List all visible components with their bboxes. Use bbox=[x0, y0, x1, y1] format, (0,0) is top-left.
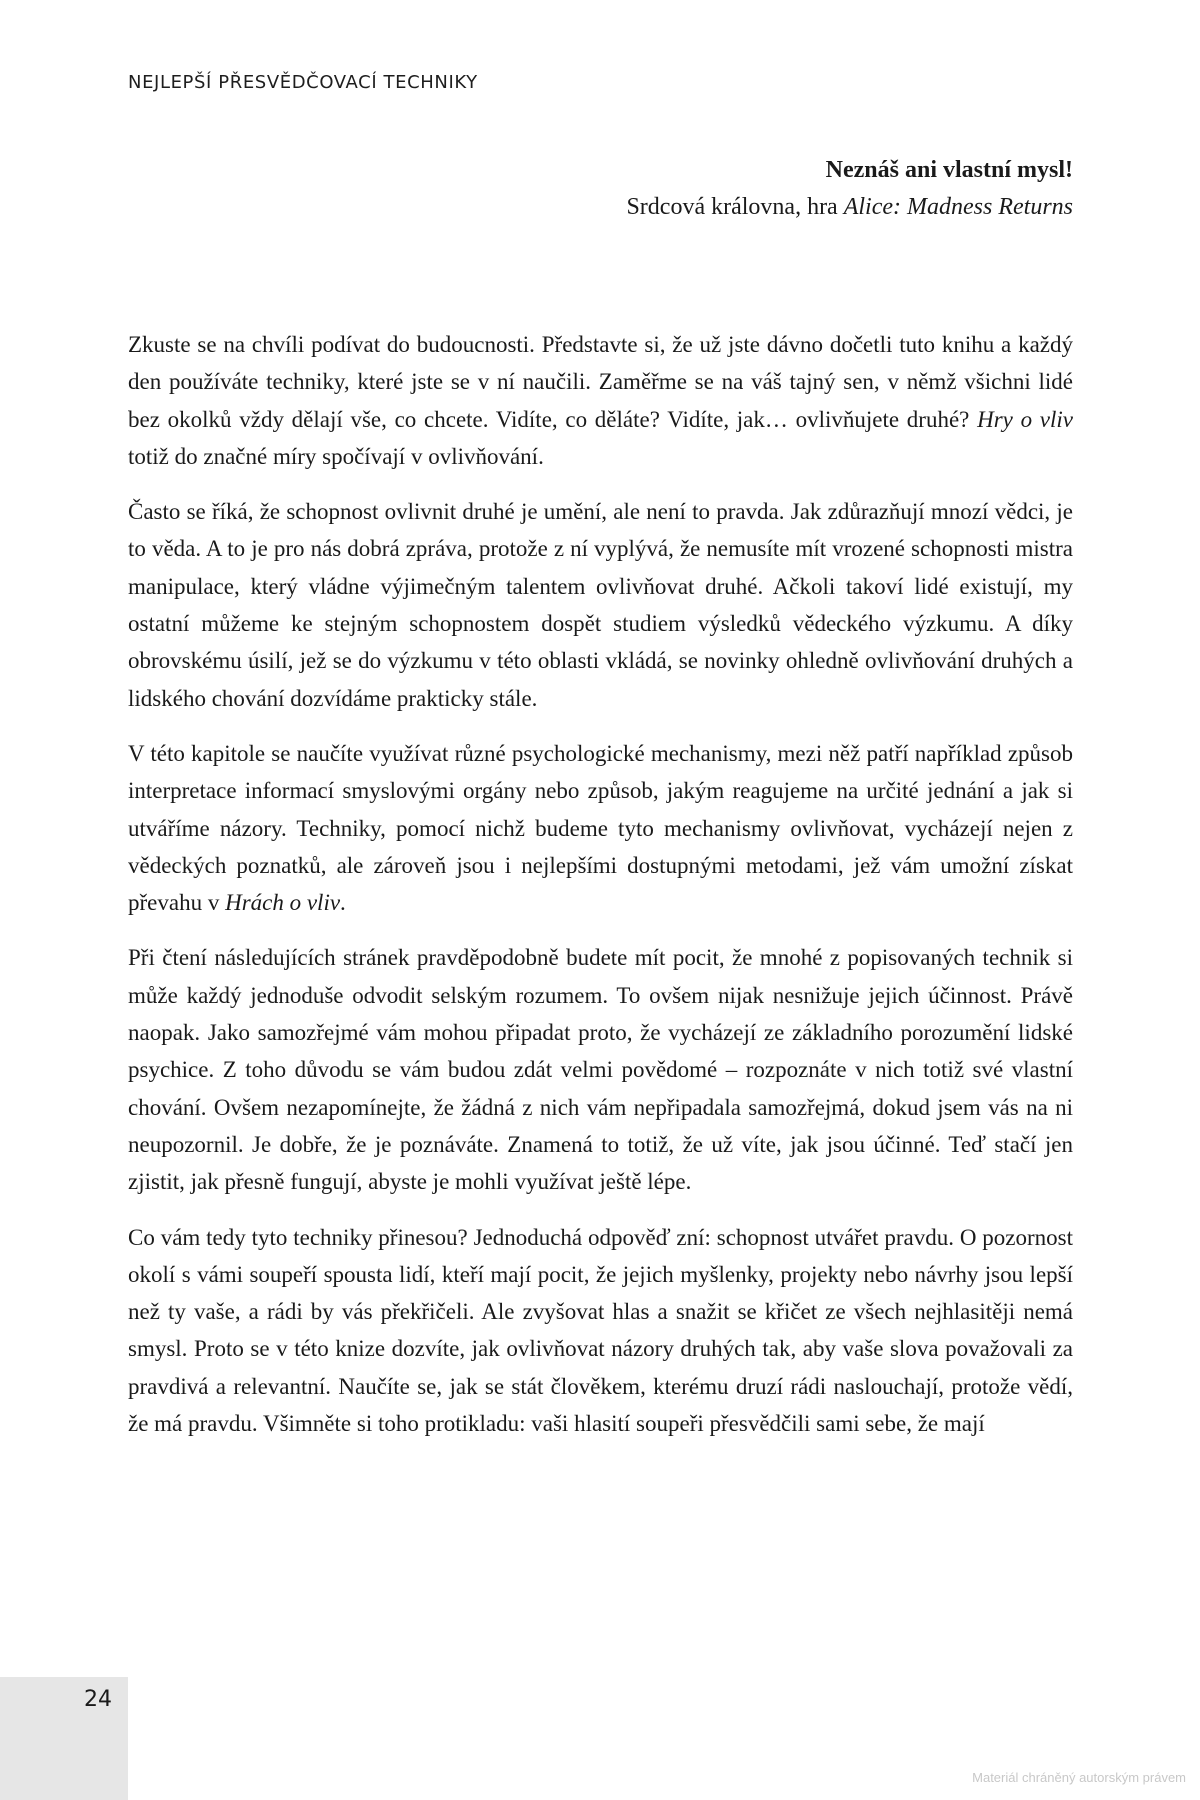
paragraph bbox=[128, 326, 1073, 475]
text-run: Při čtení následujících stránek pravděpodobně budete mít pocit, že mnohé z popisovaných technik si může každý jednoduše odvodit selským rozumem. To ovšem nijak nesnižuje jejich účinnost. Právě naopak. Jako samozřejmé vám mohou připadat proto, že vycházejí ze základního porozumění lidské psychice. Z toho důvodu se vám budou zdát velmi povědomé – rozpoznáte v nich totiž své vlastní chování. Ovšem nezapomínejte, že žádná z nich vám nepřipadala samozřejmá, dokud jsem vás na ni neupozornil. Je dobře, že je poznáváte. Znamená to totiž, že už víte, jak jsou účinné. Teď stačí jen zjistit, jak přesně fungují, abyste je mohli využívat ještě lépe. bbox=[128, 945, 1073, 1195]
epigraph bbox=[626, 152, 1073, 226]
text-run: V této kapitole se naučíte využívat různé psychologické mechanismy, mezi něž patří například způsob interpretace informací smyslovými orgány nebo způsob, jakým reagujeme na určité jednání a jak si utváříme názory. Techniky, pomocí nichž budeme tyto mechanismy ovlivňovat, vycházejí nejen z vědeckých poznatků, ale zároveň jsou i nejlepšími dostupnými metodami, jež vám umožní získat převahu v bbox=[128, 740, 1073, 916]
running-header: NEJLEPŠÍ PŘESVĚDČOVACÍ TECHNIKY bbox=[128, 72, 478, 93]
text-run: Zkuste se na chvíli podívat do budoucnosti. Představte si, že už jste dávno dočetli tuto knihu a každý den používáte techniky, které jste se v ní naučili. Zaměřme se na váš tajný sen, v němž všichni lidé bez okolků vždy dělají vše, co chcete. Vidíte, co děláte? Vidíte, jak… ovlivňujete druhé? bbox=[128, 332, 1073, 432]
text-run: . bbox=[340, 890, 346, 916]
body-text bbox=[128, 326, 1073, 1460]
epigraph-attribution bbox=[626, 189, 1073, 226]
page-number: 24 bbox=[84, 1687, 112, 1712]
paragraph bbox=[128, 735, 1073, 921]
epigraph-quote: Neznáš ani vlastní mysl! bbox=[825, 157, 1073, 183]
attribution-title: Alice: Madness Returns bbox=[843, 194, 1073, 220]
text-run: Co vám tedy tyto techniky přinesou? Jednoduchá odpověď zní: schopnost utvářet pravdu. O pozornost okolí s vámi soupeří spousta lidí, kteří mají pocit, že jejich myšlenky, projekty nebo návrhy jsou lepší než ty vaše, a rádi by vás překřičeli. Ale zvyšovat hlas a snažit se křičet ze všech nejhlasitěji nemá smysl. Proto se v této knize dozvíte, jak ovlivňovat názory druhých tak, aby vaše slova považovali za pravdivá a relevantní. Naučíte se, jak se stát člověkem, kterému druzí rádi naslouchají, protože vědí, že má pravdu. Všimněte si toho protikladu: vaši hlasití soupeři přesvědčili sami sebe, že mají bbox=[128, 1224, 1073, 1437]
italic-book-title: Hrách o vliv bbox=[225, 890, 341, 916]
copyright-watermark: Materiál chráněný autorským právem bbox=[972, 1770, 1186, 1785]
page-number-block bbox=[0, 1677, 128, 1800]
text-run: Často se říká, že schopnost ovlivnit druhé je umění, ale není to pravda. Jak zdůrazňují mnozí vědci, je to věda. A to je pro nás dobrá zpráva, protože z ní vyplývá, že nemusíte mít vrozené schopnosti mistra manipulace, který vládne výjimečným talentem ovlivňovat druhé. Ačkoli takoví lidé existují, my ostatní můžeme ke stejným schopnostem dospět studiem výsledků vědeckého výzkumu. A díky obrovskému úsilí, jež se do výzkumu v této oblasti vkládá, se novinky ohledně ovlivňování druhých a lidského chování dozvídáme prakticky stále. bbox=[128, 499, 1073, 711]
italic-book-title: Hry o vliv bbox=[977, 406, 1073, 432]
text-run: totiž do značné míry spočívají v ovlivňování. bbox=[128, 443, 544, 469]
attribution-source: Srdcová královna, hra bbox=[626, 194, 844, 220]
paragraph bbox=[128, 939, 1073, 1200]
paragraph bbox=[128, 1219, 1073, 1443]
paragraph bbox=[128, 493, 1073, 717]
